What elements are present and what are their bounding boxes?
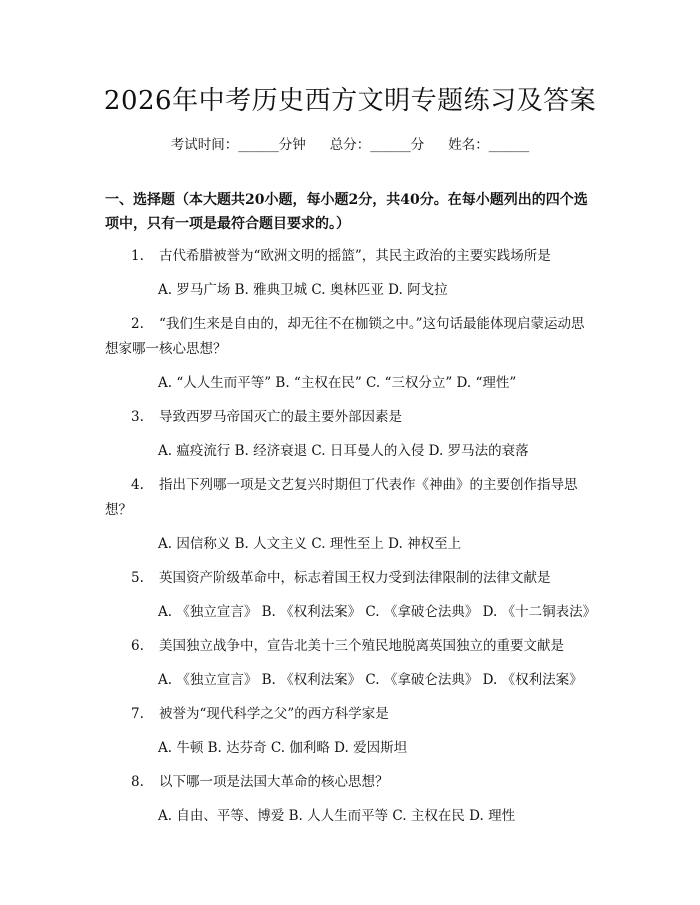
question-text: 指出下列哪一项是文艺复兴时期但丁代表作《神曲》的主要创作指导思想？ (105, 477, 578, 518)
question-stem (105, 566, 595, 591)
question-options: A. 罗马广场 B. 雅典卫城 C. 奥林匹亚 D. 阿戈拉 (158, 282, 448, 298)
question-number: 6. (131, 638, 144, 654)
question-number: 5. (131, 570, 144, 586)
question-text: 英国资产阶级革命中，标志着国王权力受到法律限制的法律文献是 (159, 570, 551, 586)
question-stem (105, 634, 595, 659)
question-stem (105, 244, 595, 269)
question-stem (105, 312, 595, 362)
question-options: A. “人人生而平等” B. “主权在民” C. “三权分立” D. “理性” (158, 375, 517, 391)
question-item (105, 702, 595, 761)
question-text: 导致西罗马帝国灭亡的最主要外部因素是 (159, 409, 402, 425)
question-text: 以下哪一项是法国大革命的核心思想？ (159, 774, 389, 790)
question-number: 3. (131, 409, 144, 425)
question-options: A. 瘟疫流行 B. 经济衰退 C. 日耳曼人的入侵 D. 罗马法的衰落 (158, 443, 529, 459)
question-options: A. 《独立宣言》 B. 《权利法案》 C. 《拿破仑法典》 D. 《十二铜表法》 (158, 604, 597, 620)
question-item (105, 566, 595, 625)
question-list (105, 244, 595, 838)
question-options: A. 《独立宣言》 B. 《权利法案》 C. 《拿破仑法典》 D. 《权利法案》 (158, 672, 583, 688)
question-text: 美国独立战争中，宣告北美十三个殖民地脱离英国独立的重要文献是 (159, 638, 564, 654)
question-item (105, 634, 595, 693)
question-number: 7. (131, 706, 144, 722)
question-number: 8. (131, 774, 144, 790)
page-title: 2026年中考历史西方文明专题练习及答案 (103, 86, 597, 116)
question-stem (105, 405, 595, 430)
exam-meta (0, 133, 700, 153)
question-options: A. 因信称义 B. 人文主义 C. 理性至上 D. 神权至上 (158, 536, 462, 552)
question-text: 被誉为“现代科学之父”的西方科学家是 (159, 706, 389, 722)
question-number: 1. (131, 248, 144, 264)
question-item (105, 244, 595, 303)
question-item (105, 770, 595, 829)
question-stem (105, 702, 595, 727)
question-stem (105, 770, 595, 795)
question-stem (105, 473, 595, 523)
total-score-field: 总分：______分 (329, 137, 425, 153)
question-text: 古代希腊被誉为“欧洲文明的摇篮”，其民主政治的主要实践场所是 (159, 248, 551, 264)
question-number: 2. (131, 316, 144, 332)
question-item (105, 312, 595, 396)
question-item (105, 473, 595, 557)
question-options: A. 自由、平等、博爱 B. 人人生而平等 C. 主权在民 D. 理性 (158, 808, 516, 824)
question-number: 4. (131, 477, 144, 493)
question-text: “我们生来是自由的，却无往不在枷锁之中。”这句话最能体现启蒙运动思想家哪一核心思想？ (105, 316, 585, 357)
section-heading: 一、选择题（本大题共20小题，每小题2分，共40分。在每小题列出的四个选项中，只有一项是最符合题目要求的。） (105, 192, 588, 232)
student-name-field: 姓名：______ (448, 137, 530, 153)
question-options: A. 牛顿 B. 达芬奇 C. 伽利略 D. 爱因斯坦 (158, 740, 408, 756)
question-item (105, 405, 595, 464)
exam-time-field: 考试时间：______分钟 (170, 137, 306, 153)
